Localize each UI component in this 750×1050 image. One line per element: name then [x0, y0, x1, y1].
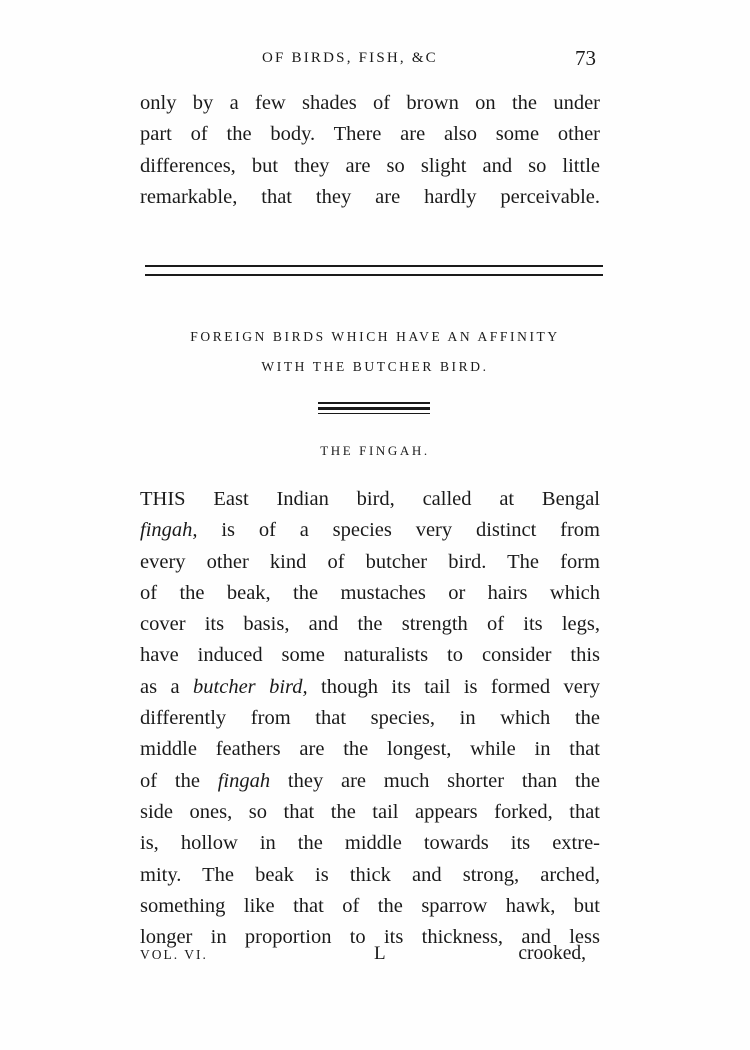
ornament-rule — [318, 413, 430, 414]
text-line — [140, 672, 600, 703]
text-line: only by a few shades of brown on the under — [140, 92, 600, 114]
running-head — [140, 46, 600, 74]
italic-term: fingah — [217, 769, 271, 792]
text-line — [140, 484, 600, 515]
text-line: is, hollow in the middle towards its extre- — [140, 832, 600, 855]
text-segment: is of a species very distinct from — [197, 519, 600, 542]
volume-signature: VOL. VI. — [140, 947, 208, 962]
text-segment: though its tail is formed very — [307, 675, 600, 698]
ornament-rule — [318, 407, 430, 410]
text-line — [140, 515, 600, 546]
running-title: OF BIRDS, FISH, &C — [262, 50, 438, 66]
text-line: differences, but they are so slight and so little — [140, 154, 600, 177]
text-segment: of the — [140, 769, 218, 792]
italic-term: fingah, — [140, 519, 198, 542]
text-line — [140, 766, 600, 797]
text-line: mity. The beak is thick and strong, arched, — [140, 863, 600, 886]
page-number: 73 — [575, 46, 596, 70]
text-line: something like that of the sparrow hawk, but — [140, 894, 600, 917]
main-paragraph — [140, 484, 600, 953]
ornament-rule — [318, 402, 430, 404]
text-segment: they are much shorter than the — [270, 769, 600, 792]
text-line: cover its basis, and the strength of its legs, — [140, 613, 600, 636]
text-segment: THIS East Indian bird, called at Bengal — [140, 488, 600, 510]
text-line: have induced some naturalists to consider this — [140, 644, 600, 667]
text-line: differently from that species, in which the — [140, 707, 600, 730]
text-line: of the beak, the mustaches or hairs which — [140, 581, 600, 604]
double-rule-bottom — [145, 274, 603, 276]
text-segment: as a — [140, 675, 194, 698]
section-heading-line-1: FOREIGN BIRDS WHICH HAVE AN AFFINITY — [190, 329, 560, 344]
text-line: part of the body. There are also some other — [140, 123, 600, 146]
italic-term: butcher bird, — [193, 675, 308, 698]
text-line: side ones, so that the tail appears forked, that — [140, 800, 600, 823]
signature-mark: L — [374, 943, 386, 964]
page-footer — [140, 943, 600, 971]
section-heading-line-2: WITH THE BUTCHER BIRD. — [261, 359, 489, 374]
text-line: remarkable, that they are hardly perceivable. — [140, 185, 600, 208]
catchword: crooked, — [518, 943, 586, 964]
continued-paragraph — [140, 88, 600, 213]
article-subheading: THE FINGAH. — [320, 443, 430, 458]
text-line: longer in proportion to its thickness, and less — [140, 926, 600, 949]
text-line: middle feathers are the longest, while in that — [140, 738, 600, 761]
text-line: every other kind of butcher bird. The form — [140, 550, 600, 573]
double-rule-top — [145, 265, 603, 267]
